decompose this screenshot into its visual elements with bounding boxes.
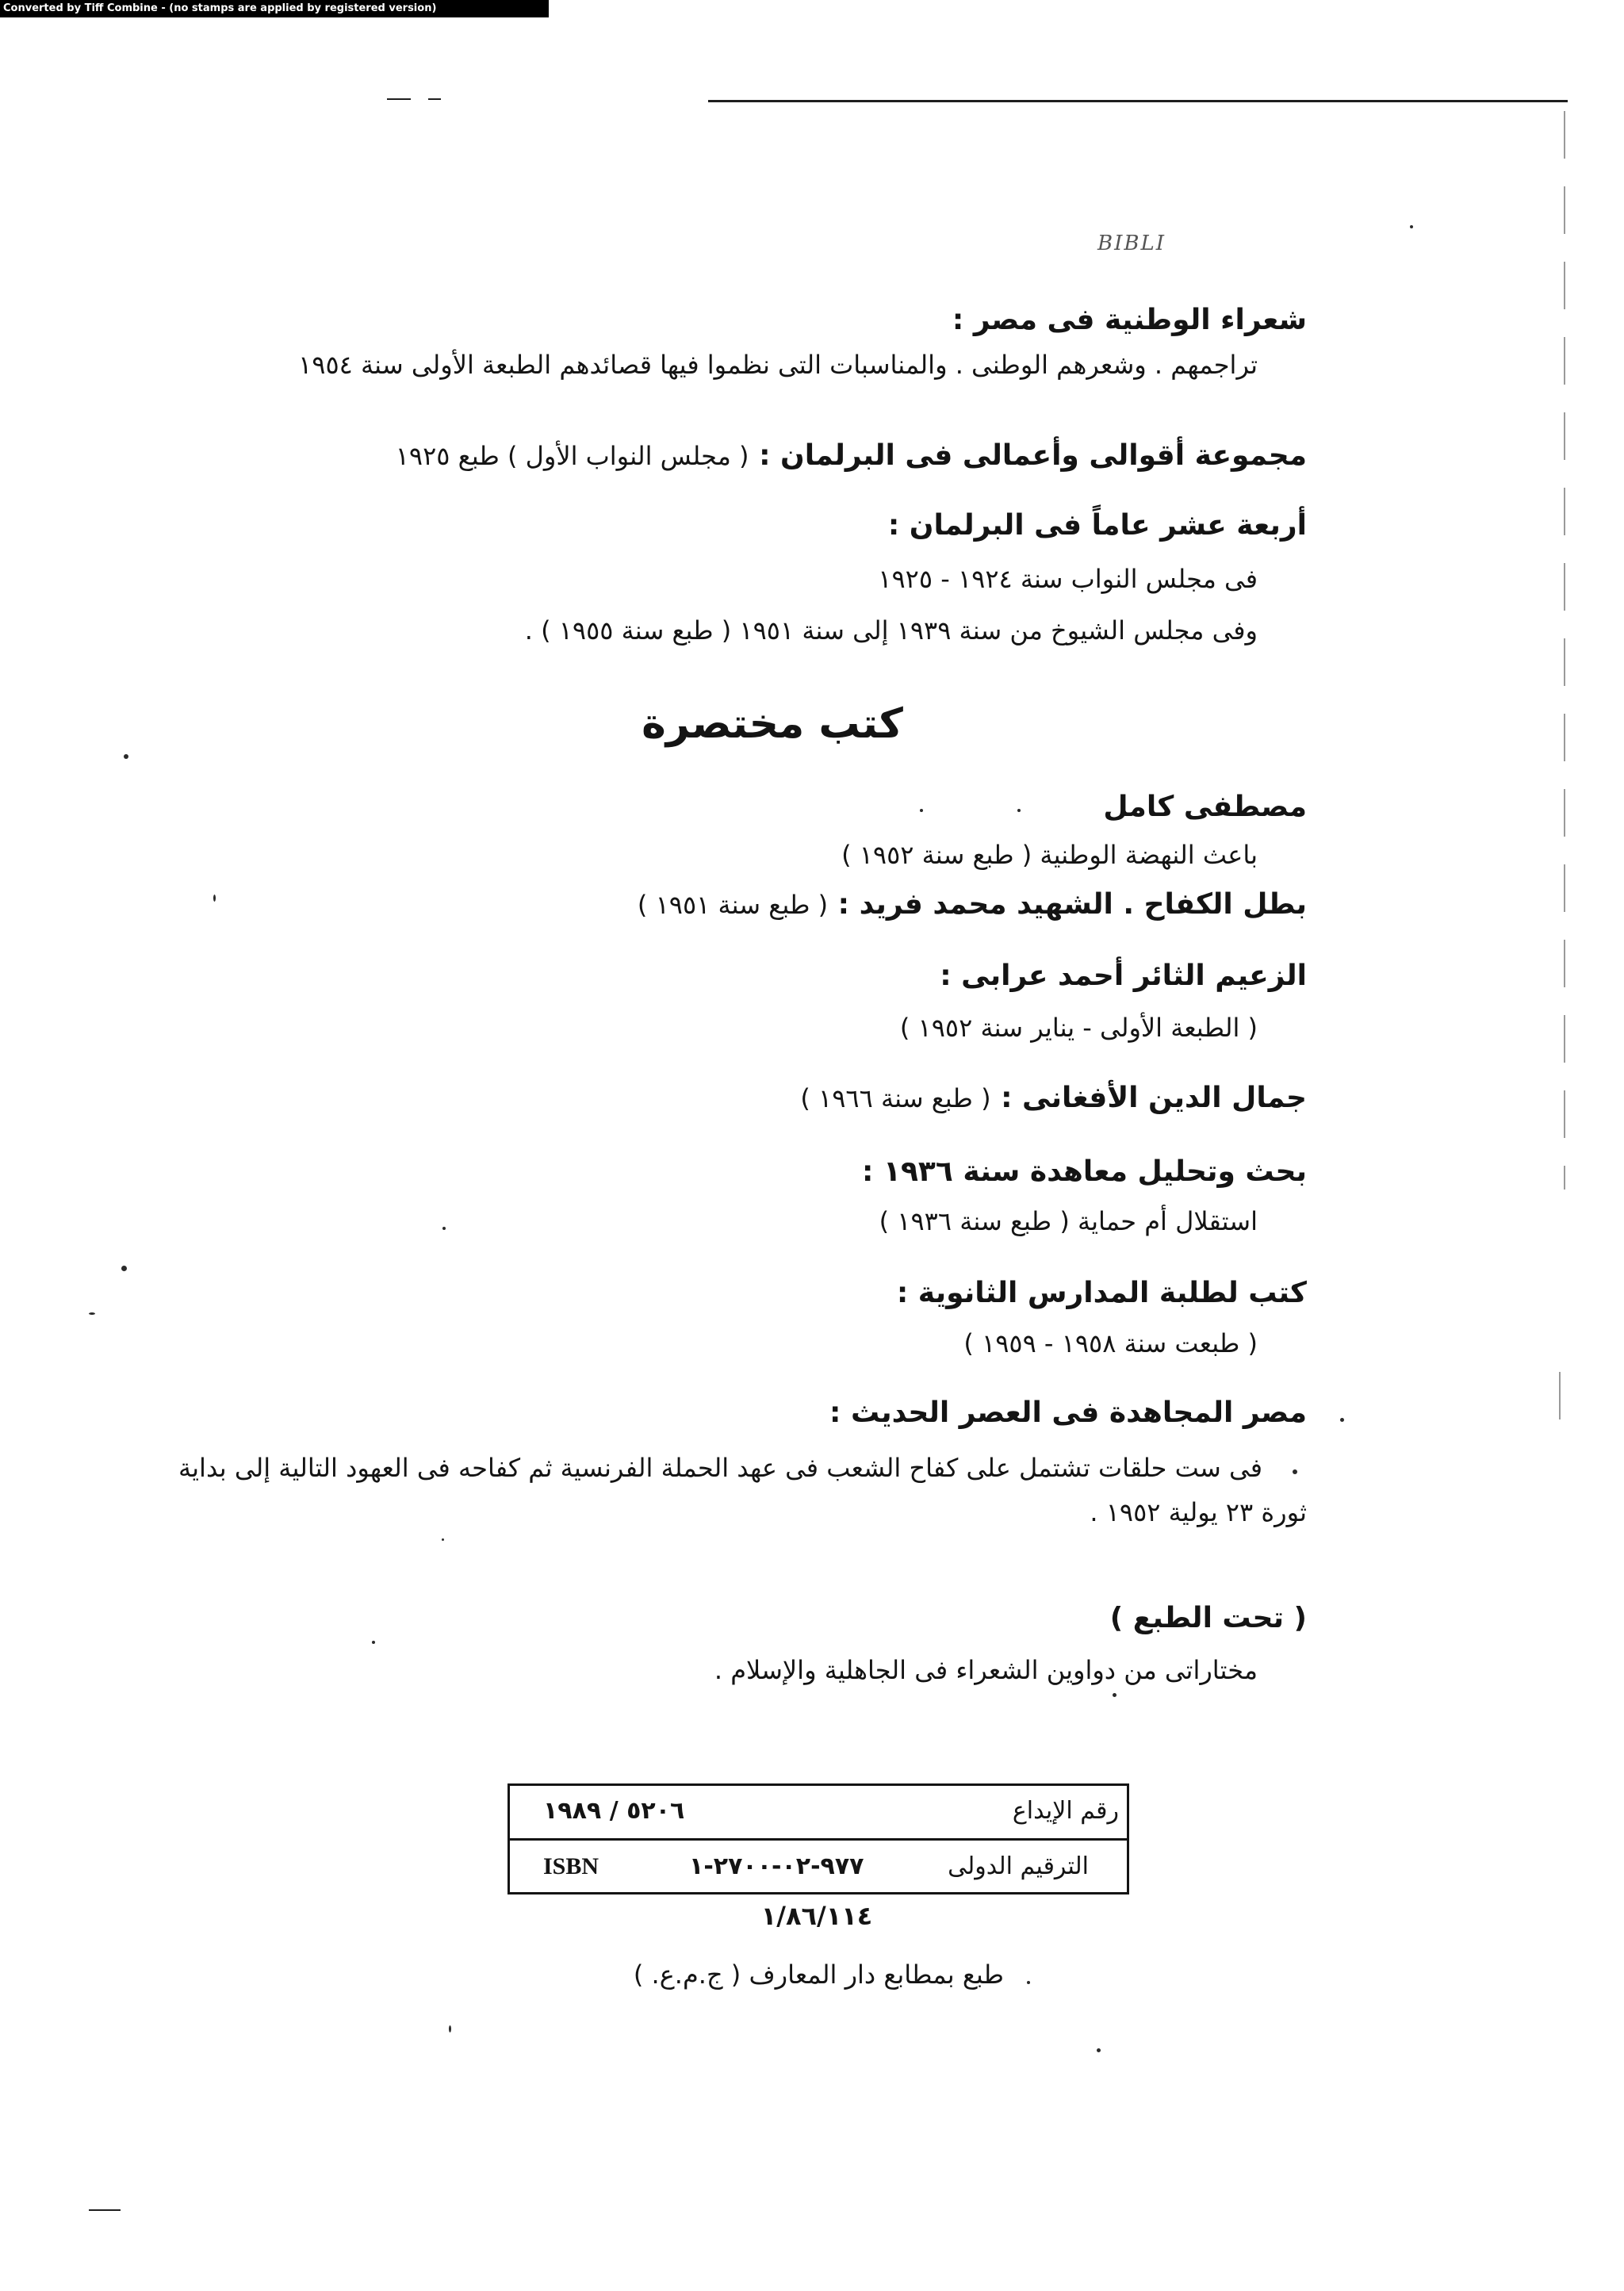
isbn-value: ٩٧٧-٠٢-٢٧٠٠-١ xyxy=(689,1852,864,1880)
entry-title-egypt-struggle: مصر المجاهدة فى العصر الحديث : xyxy=(829,1396,1307,1429)
scan-speck xyxy=(1340,1418,1344,1422)
entry-line: فى مجلس النواب سنة ١٩٢٤ - ١٩٢٥ xyxy=(878,564,1258,594)
converter-banner: Converted by Tiff Combine - (no stamps are applied by registered version) xyxy=(0,0,549,17)
registration-divider xyxy=(510,1838,1127,1841)
scan-speck xyxy=(920,809,923,812)
scan-speck xyxy=(1410,225,1413,228)
scan-speck xyxy=(1017,809,1021,812)
entry-title-urabi: الزعيم الثائر أحمد عرابى : xyxy=(940,960,1307,992)
scan-speck xyxy=(1097,2048,1101,2052)
entry-afghani xyxy=(800,1080,1307,1117)
section-heading-short-books: كتب مختصرة xyxy=(642,700,903,748)
entry-title-mustafa-kamel: مصطفى كامل xyxy=(1103,791,1307,823)
entry-line: فى ست حلقات تشتمل على كفاح الشعب فى عهد الحملة الفرنسية ثم كفاحه فى العهود التالية إلى بداية xyxy=(178,1453,1262,1483)
scan-speck xyxy=(89,1312,95,1315)
scan-speck xyxy=(213,895,216,902)
printer-line: طبع بمطابع دار المعارف ( ج.م.ع. ) xyxy=(633,1960,1004,1990)
entry-parliament-collection xyxy=(396,438,1307,475)
isbn-label: ISBN xyxy=(543,1853,599,1879)
entry-note: ( طبع سنة ١٩٥١ ) xyxy=(637,890,829,920)
entry-title-treaty-1936: بحث وتحليل معاهدة سنة ١٩٣٦ : xyxy=(862,1155,1307,1188)
entry-note: ( طبع سنة ١٩٦٦ ) xyxy=(800,1083,991,1113)
entry-title: جمال الدين الأفغانى : xyxy=(1001,1082,1307,1114)
deposit-value: ٥٢٠٦ / ١٩٨٩ xyxy=(543,1797,685,1825)
scan-speck xyxy=(1293,1469,1297,1474)
isbn-label-arabic: الترقيم الدولى xyxy=(948,1852,1089,1880)
catalog-code: ١/٨٦/١١٤ xyxy=(760,1901,873,1931)
scan-speck xyxy=(1113,1693,1116,1697)
entry-desc: باعث النهضة الوطنية ( طبع سنة ١٩٥٢ ) xyxy=(841,840,1258,870)
entry-title: مجموعة أقوالى وأعمالى فى البرلمان : xyxy=(759,439,1307,472)
scan-speck xyxy=(124,754,128,759)
right-edge-line xyxy=(1564,111,1565,1190)
entry-title-secondary-schools: كتب لطلبة المدارس الثانوية : xyxy=(896,1277,1307,1309)
entry-title-poets: شعراء الوطنية فى مصر : xyxy=(952,304,1307,336)
entry-line: وفى مجلس الشيوخ من سنة ١٩٣٩ إلى سنة ١٩٥١ ( طبع سنة ١٩٥٥ ) . xyxy=(524,615,1258,646)
entry-desc: استقلال أم حماية ( طبع سنة ١٩٣٦ ) xyxy=(879,1206,1258,1236)
in-press-label: ( تحت الطبع ) xyxy=(1109,1602,1307,1634)
bottom-dash xyxy=(89,2209,121,2211)
top-dash xyxy=(428,98,441,100)
right-edge-line xyxy=(1559,1372,1561,1443)
entry-note: ( مجلس النواب الأول ) طبع ١٩٢٥ xyxy=(395,441,749,471)
entry-desc: ( طبعت سنة ١٩٥٨ - ١٩٥٩ ) xyxy=(963,1328,1258,1358)
entry-title-fourteen-years: أربعة عشر عاماً فى البرلمان : xyxy=(887,509,1307,542)
entry-desc-poets: تراجمهم . وشعرهم الوطنى . والمناسبات التى نظموا فيها قصائدهم الطبعة الأولى سنة ١٩٥٤ xyxy=(298,350,1258,380)
in-press-title: مختاراتى من دواوين الشعراء فى الجاهلية والإسلام . xyxy=(714,1655,1258,1685)
entry-mohamed-farid xyxy=(638,887,1307,924)
scan-speck xyxy=(121,1266,127,1271)
scan-speck xyxy=(442,1227,446,1230)
scan-speck xyxy=(449,2025,451,2032)
top-dash xyxy=(387,98,411,100)
entry-desc: ( الطبعة الأولى - يناير سنة ١٩٥٢ ) xyxy=(899,1013,1258,1043)
top-rule xyxy=(708,100,1568,102)
registration-box xyxy=(508,1783,1129,1894)
entry-line: ثورة ٢٣ يولية ١٩٥٢ . xyxy=(1090,1497,1307,1527)
scan-speck xyxy=(372,1641,375,1644)
entry-title: بطل الكفاح . الشهيد محمد فريد : xyxy=(837,888,1307,921)
scan-speck xyxy=(442,1538,444,1541)
deposit-label: رقم الإيداع xyxy=(1012,1797,1119,1825)
library-stamp: BIBLI xyxy=(1097,232,1166,255)
scan-speck xyxy=(1027,1981,1030,1984)
